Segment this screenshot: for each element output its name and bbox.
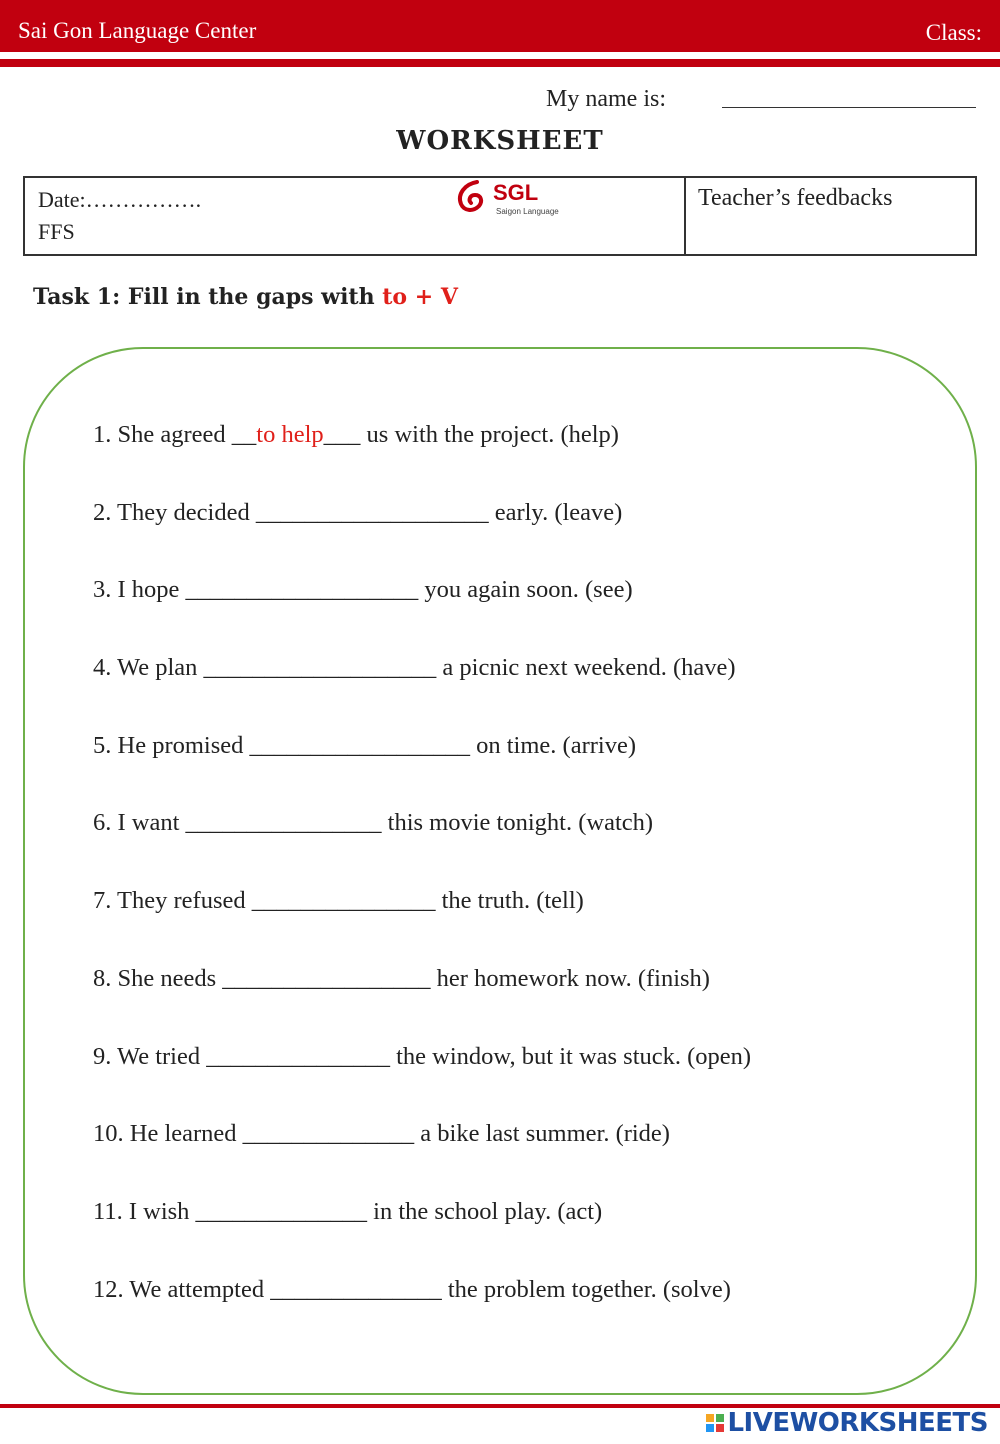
question-text: 9. We tried _______________ the window, but it was stuck. (open) [93, 1042, 752, 1070]
sgl-swirl-icon [455, 178, 491, 218]
logo-subtext: Saigon Language [496, 207, 559, 216]
sgl-logo [455, 178, 559, 222]
question-1 [93, 418, 953, 496]
question-2 [93, 496, 953, 574]
question-4 [93, 651, 953, 729]
question-text: 7. They refused _______________ the truth. (tell) [93, 887, 584, 915]
liveworksheets-logo[interactable] [706, 1408, 988, 1438]
question-8 [93, 962, 953, 1040]
question-list [93, 418, 953, 1350]
question-text: 8. She needs _________________ her homework now. (finish) [93, 964, 710, 992]
liveworksheets-brand: LIVEWORKSHEETS [727, 1408, 988, 1438]
question-text: 2. They decided ___________________ early. (leave) [93, 498, 623, 526]
question-12 [93, 1273, 953, 1351]
info-table [23, 176, 977, 256]
question-9 [93, 1040, 953, 1118]
question-5 [93, 729, 953, 807]
question-10 [93, 1117, 953, 1195]
question-7 [93, 884, 953, 962]
class-label: Class: [925, 20, 982, 45]
name-label: My name is: [546, 86, 666, 112]
table-divider [684, 178, 686, 254]
school-name: Sai Gon Language Center [18, 18, 257, 43]
liveworksheets-blocks-icon [706, 1414, 724, 1432]
question-text: ___ us with the project. (help) [323, 421, 619, 448]
task-title-highlight: to + V [382, 284, 458, 310]
question-text: 6. I want ________________ this movie tonight. (watch) [93, 809, 654, 837]
name-input-line[interactable] [722, 107, 976, 108]
teacher-feedback-label: Teacher’s feedbacks [698, 185, 893, 211]
page-title: WORKSHEET [396, 126, 604, 156]
ffs-label: FFS [38, 219, 75, 244]
task-title-prefix: Task 1: Fill in the gaps with [33, 284, 383, 310]
date-label: Date:……………. [38, 187, 202, 212]
header-divider [0, 57, 1000, 67]
question-text: 3. I hope ___________________ you again soon. (see) [93, 576, 633, 604]
question-text: 12. We attempted ______________ the problem together. (solve) [93, 1275, 731, 1303]
question-6 [93, 806, 953, 884]
logo-text: SGL [493, 180, 539, 205]
question-text: 1. She agreed __ [93, 421, 257, 448]
answer-blank[interactable]: to help [256, 421, 324, 448]
task-title [33, 284, 458, 310]
question-3 [93, 573, 953, 651]
question-text: 5. He promised __________________ on time. (arrive) [93, 731, 636, 759]
question-text: 11. I wish ______________ in the school play. (act) [93, 1197, 603, 1225]
question-text: 10. He learned ______________ a bike last summer. (ride) [93, 1120, 670, 1148]
question-11 [93, 1195, 953, 1273]
question-text: 4. We plan ___________________ a picnic next weekend. (have) [93, 654, 736, 682]
